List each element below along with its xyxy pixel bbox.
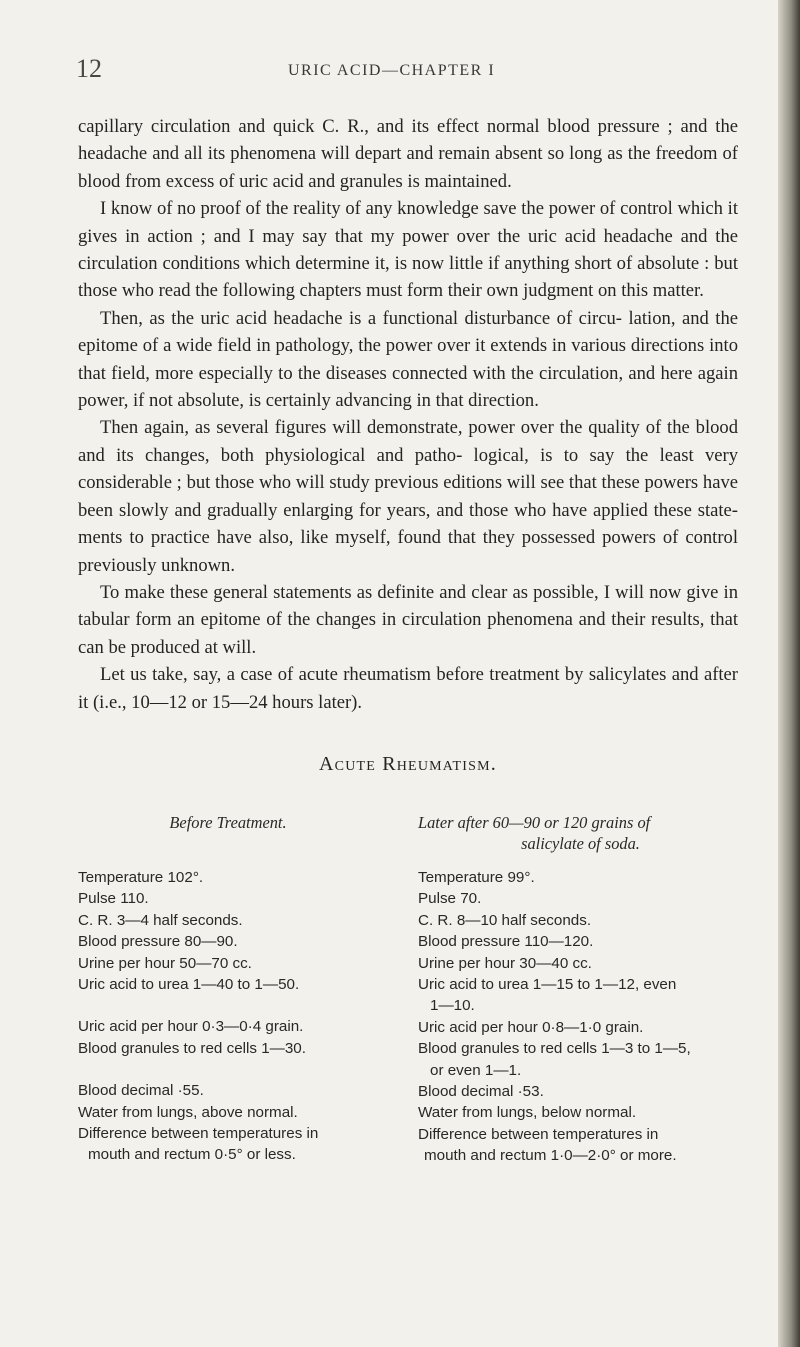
paragraph: Then, as the uric acid headache is a functional disturbance of circu- lation, and the epitome of a wide field in pathology, the power over it extends in various directions into that field, more especially to the diseases connected with the circulation, and here again power, if not absolute, is certainly advancing in that direction. — [78, 307, 738, 412]
table-row: Temperature 99°. — [418, 869, 535, 886]
page-header — [76, 54, 756, 94]
page-number: 12 — [76, 54, 102, 83]
table-row: Uric acid to urea 1—40 to 1—50. — [78, 976, 300, 994]
section-title: Acute Rheumatism. — [319, 753, 497, 775]
table-row: Blood decimal ·53. — [418, 1083, 544, 1101]
table-row: Difference between temperatures in — [418, 1125, 659, 1143]
table-row: Blood pressure 110—120. — [418, 933, 594, 951]
table-row: Urine per hour 50—70 cc. — [78, 954, 252, 972]
after-treatment-subheading: salicylate of soda. — [521, 834, 640, 853]
table-row: Blood granules to red cells 1—3 to 1—5, — [418, 1040, 691, 1058]
before-treatment-column — [78, 812, 398, 1166]
table-row: Difference between temperatures in — [78, 1125, 319, 1143]
table-row: Water from lungs, above normal. — [78, 1103, 298, 1121]
before-treatment-heading: Before Treatment. — [169, 813, 287, 832]
table-row: Water from lungs, below normal. — [418, 1104, 637, 1122]
running-head: URIC ACID—CHAPTER I — [288, 62, 496, 79]
after-treatment-heading: Later after 60—90 or 120 grains of — [418, 813, 651, 832]
paragraph: To make these general statements as definite and clear as possible, I will now give in tabular form an epitome of the changes in circulation phenomena and their results, that can be produced at will. — [78, 581, 738, 658]
paragraph: Then again, as several figures will demonstrate, power over the quality of the blood and its changes, both physiological and patho- logical, is to say the least very considerable ; but those who will study previous editions will see that these powers have been slowly and gradually enlarging for years, and those who have applied these state- ments to practice have also, like myself, found that they possessed powers of control previously unknown. — [78, 417, 738, 576]
table-row: Uric acid to urea 1—15 to 1—12, even — [418, 976, 677, 994]
paragraph: I know of no proof of the reality of any knowledge save the power of control which it gives in action ; and I may say that my power over the uric acid headache and the circulation conditions which determine it, is now little if anything short of absolute : but those who read the following chapters must form their own judgment on this matter. — [78, 198, 738, 302]
table-row: Blood decimal ·55. — [78, 1082, 204, 1100]
table-row: Uric acid per hour 0·3—0·4 grain. — [78, 1018, 304, 1036]
page-edge-shadow — [778, 0, 800, 1347]
table-row: Blood granules to red cells 1—30. — [78, 1039, 306, 1057]
paragraph: Let us take, say, a case of acute rheumatism before treatment by salicylates and after it (i.e., 10—12 or 15—24 hours later). — [78, 664, 738, 713]
table-row: mouth and rectum 0·5° or less. — [88, 1146, 296, 1164]
table-row: C. R. 8—10 half seconds. — [418, 911, 592, 929]
table-row: Urine per hour 30—40 cc. — [418, 954, 592, 972]
table-row: Blood pressure 80—90. — [78, 933, 238, 951]
after-treatment-column — [418, 812, 743, 1167]
table-row: 1—10. — [430, 997, 475, 1015]
table-row: or even 1—1. — [430, 1061, 522, 1079]
paragraph: capillary circulation and quick C. R., and its effect normal blood pressure ; and the headache and all its phenomena will depart and remain absent so long as the freedom of blood from excess of uric acid and granules is maintained. — [78, 116, 738, 192]
body-text — [78, 113, 738, 716]
table-row: Pulse 70. — [418, 890, 482, 908]
table-row: Temperature 102°. — [78, 869, 204, 886]
table-row: Uric acid per hour 0·8—1·0 grain. — [418, 1018, 644, 1036]
table-row: C. R. 3—4 half seconds. — [78, 911, 243, 929]
table-row: mouth and rectum 1·0—2·0° or more. — [424, 1147, 677, 1165]
table-row: Pulse 110. — [78, 890, 149, 908]
